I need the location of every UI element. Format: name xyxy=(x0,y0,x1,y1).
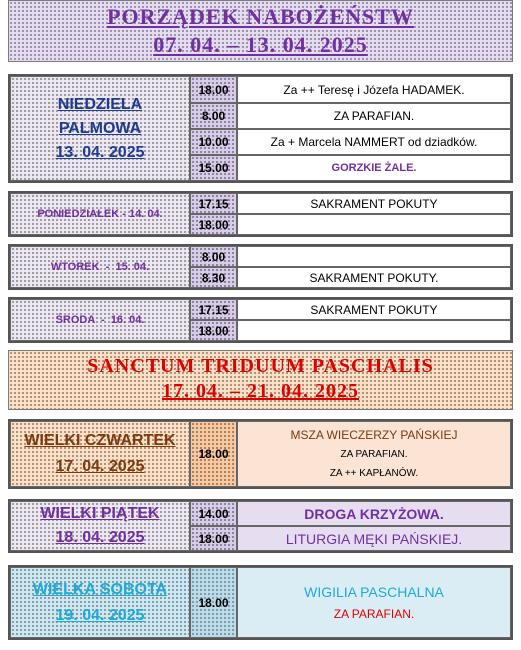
header-title: PORZĄDEK NABOŻEŃSTW xyxy=(107,4,414,29)
sunday-time-2: 8.00 xyxy=(190,103,237,129)
saturday-date: 19. 04. 2025 xyxy=(55,606,145,624)
saturday-block xyxy=(8,565,513,640)
friday-block xyxy=(8,499,513,553)
thursday-name: WIELKI CZWARTEK xyxy=(24,432,176,449)
wednesday-service-2 xyxy=(237,320,511,341)
friday-date: 18. 04. 2025 xyxy=(55,529,145,546)
saturday-name: WIELKA SOBOTA xyxy=(32,580,168,598)
tuesday-time-1: 8.00 xyxy=(190,246,237,267)
sunday-time-4: 15.00 xyxy=(190,155,237,181)
tuesday-time-2: 8.30 xyxy=(190,267,237,288)
sunday-service-2: ZA PARAFIAN. xyxy=(237,103,511,129)
saturday-service-line1: ZA PARAFIAN. xyxy=(333,606,415,621)
friday-name: WIELKI PIĄTEK xyxy=(40,505,160,522)
sunday-date: 13. 04. 2025 xyxy=(55,143,145,161)
friday-service-1: DROGA KRZYŻOWA. xyxy=(237,501,511,526)
wednesday-service-1: SAKRAMENT POKUTY xyxy=(237,299,511,320)
saturday-time: 18.00 xyxy=(190,567,237,638)
sunday-time-1: 18.00 xyxy=(190,76,237,103)
tuesday-block xyxy=(8,244,513,290)
header-dates: 07. 04. – 13. 04. 2025 xyxy=(153,32,368,57)
header-banner xyxy=(8,0,513,62)
thursday-service-line1: ZA PARAFIAN. xyxy=(340,448,408,460)
wednesday-time-1: 17.15 xyxy=(190,299,237,320)
thursday-service-cell xyxy=(237,421,511,487)
wednesday-block xyxy=(8,297,513,343)
tuesday-service-2: SAKRAMENT POKUTY. xyxy=(237,267,511,288)
sunday-name-line2: PALMOWA xyxy=(58,119,142,137)
monday-time-2: 18.00 xyxy=(190,214,237,235)
monday-day-cell: PONIEDZIAŁEK - 14. 04. xyxy=(10,193,190,235)
saturday-service-cell xyxy=(237,567,511,638)
friday-service-2: LITURGIA MĘKI PAŃSKIEJ. xyxy=(237,526,511,551)
sunday-day-cell xyxy=(10,76,190,181)
triduum-dates: 17. 04. – 21. 04. 2025 xyxy=(162,380,359,402)
sunday-name-line1: NIEDZIELA xyxy=(57,95,143,113)
sunday-block xyxy=(8,74,513,183)
sunday-service-3: Za + Marcela NAMMERT od dziadków. xyxy=(237,129,511,155)
wednesday-time-2: 18.00 xyxy=(190,320,237,341)
saturday-day-cell xyxy=(10,567,190,638)
monday-block xyxy=(8,191,513,237)
sunday-service-1: Za ++ Teresę i Józefa HADAMEK. xyxy=(237,76,511,103)
triduum-title: SANCTUM TRIDUUM PASCHALIS xyxy=(87,355,434,377)
friday-time-2: 18.00 xyxy=(190,526,237,551)
monday-time-1: 17.15 xyxy=(190,193,237,214)
thursday-block xyxy=(8,419,513,489)
sunday-service-4: GORZKIE ŻALE. xyxy=(237,155,511,181)
sunday-time-3: 10.00 xyxy=(190,129,237,155)
friday-day-cell xyxy=(10,501,190,551)
friday-time-1: 14.00 xyxy=(190,501,237,526)
monday-service-2 xyxy=(237,214,511,235)
saturday-service-title: WIGILIA PASCHALNA xyxy=(304,583,444,600)
wednesday-day-cell: ŚRODA - 16. 04. xyxy=(10,299,190,341)
monday-service-1: SAKRAMENT POKUTY xyxy=(237,193,511,214)
triduum-banner xyxy=(8,350,513,410)
thursday-day-cell xyxy=(10,421,190,487)
thursday-date: 17. 04. 2025 xyxy=(55,458,145,475)
thursday-service-title: MSZA WIECZERZY PAŃSKIEJ xyxy=(290,427,458,442)
tuesday-service-1 xyxy=(237,246,511,267)
thursday-time: 18.00 xyxy=(190,421,237,487)
thursday-service-line2: ZA ++ KAPŁANÓW. xyxy=(329,467,419,479)
tuesday-day-cell: WTOREK - 15. 04. xyxy=(10,246,190,288)
